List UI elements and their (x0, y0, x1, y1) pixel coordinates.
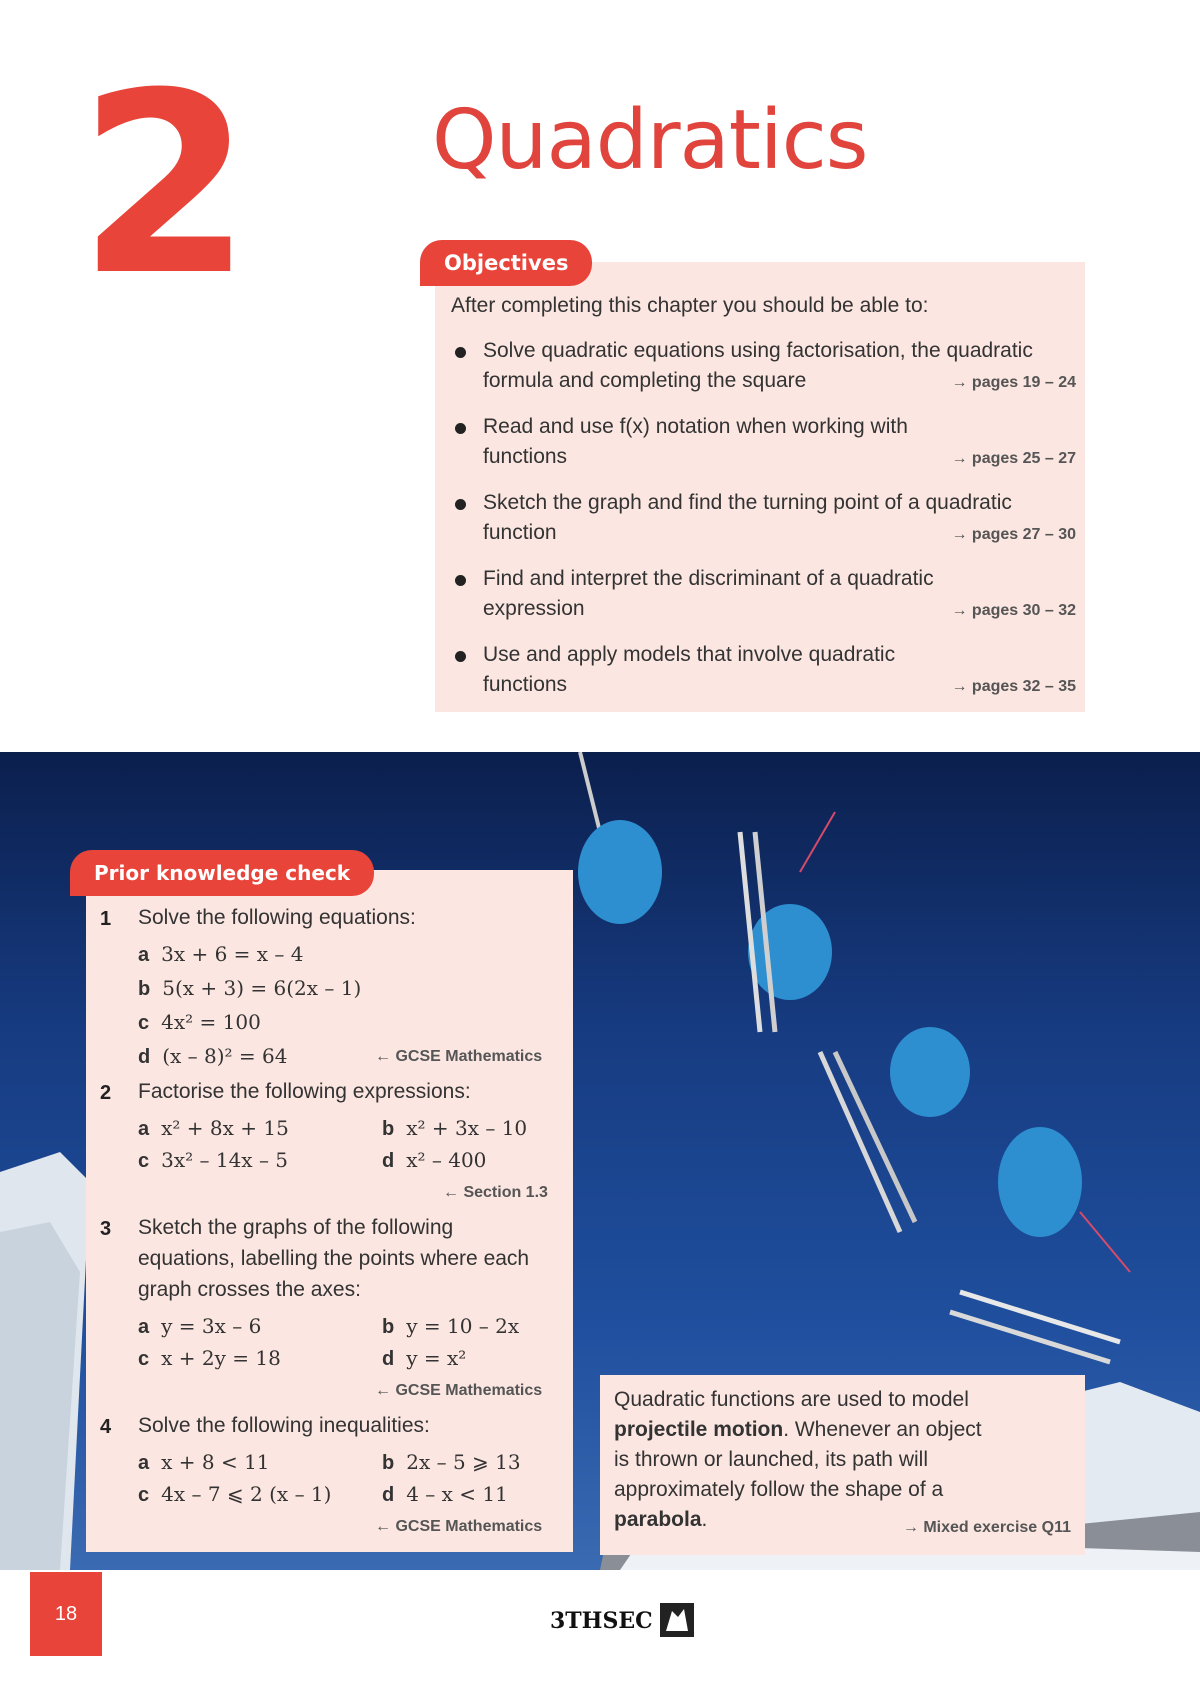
question-part (382, 1148, 486, 1173)
objective-text: Read and use f(x) notation when working with (483, 415, 908, 438)
brand-logo-icon (660, 1603, 694, 1637)
part-letter: a (138, 1118, 150, 1140)
question-part (382, 1482, 508, 1507)
objective-item (451, 564, 1076, 626)
objective-text: functions (483, 673, 568, 696)
question-part (138, 1482, 331, 1507)
exercise-reference: → Mixed exercise Q11 (902, 1519, 1071, 1536)
caption-line (614, 1415, 1071, 1445)
chapter-number: 2 (78, 39, 252, 330)
objective-item (451, 412, 1076, 474)
objective-text: expression (483, 597, 585, 620)
question-text (138, 1212, 529, 1305)
question-part (138, 1116, 289, 1141)
brand-logo-icon-graphic (660, 1603, 694, 1637)
footer-brand: 3THSEC (550, 1608, 653, 1634)
objective-item (451, 488, 1076, 550)
question-part (138, 1450, 270, 1475)
objective-text: function (483, 521, 557, 544)
page-reference: → pages 19 – 24 (951, 374, 1076, 391)
page-reference: → pages 32 – 35 (951, 678, 1076, 695)
section-reference: ← GCSE Mathematics (375, 1518, 543, 1535)
objective-text: formula and completing the square (483, 369, 807, 392)
caption-text: . (701, 1508, 708, 1531)
part-text: (x – 8)² = 64 (162, 1044, 288, 1068)
part-text: x² + 8x + 15 (161, 1116, 289, 1140)
question-text: Solve the following inequalities: (138, 1414, 430, 1437)
caption-keyword: projectile motion (614, 1418, 784, 1441)
part-text: y = 3x – 6 (161, 1314, 262, 1338)
objective-item (451, 336, 1076, 398)
caption-text: . Whenever an object (783, 1418, 982, 1441)
objectives-list (451, 336, 1076, 716)
question-number: 3 (100, 1218, 112, 1240)
part-text: y = x² (406, 1346, 467, 1370)
question-part (382, 1346, 466, 1371)
section-reference: ← Section 1.3 (443, 1184, 548, 1201)
part-letter: c (138, 1150, 150, 1172)
part-text: 4x – 7 ⩽ 2 (x – 1) (161, 1482, 332, 1506)
part-text: 3x + 6 = x – 4 (161, 942, 304, 966)
question-part (138, 1010, 261, 1035)
part-text: x + 8 < 11 (161, 1450, 270, 1474)
question-part (382, 1116, 527, 1141)
question-line: Sketch the graphs of the following (138, 1216, 454, 1239)
page-reference: → pages 25 – 27 (951, 450, 1076, 467)
caption-line: Quadratic functions are used to model (614, 1388, 969, 1411)
section-reference: ← GCSE Mathematics (375, 1382, 543, 1399)
part-letter: a (138, 1316, 150, 1338)
part-letter: b (382, 1118, 395, 1140)
question-text: Factorise the following expressions: (138, 1080, 471, 1103)
part-text: x + 2y = 18 (161, 1346, 281, 1370)
part-text: x² – 400 (406, 1148, 487, 1172)
objective-text: Use and apply models that involve quadratic (483, 643, 896, 666)
part-letter: d (138, 1046, 151, 1068)
objectives-intro: After completing this chapter you should be able to: (451, 294, 929, 317)
part-letter: a (138, 1452, 150, 1474)
part-letter: a (138, 944, 150, 966)
part-text: x² + 3x – 10 (406, 1116, 528, 1140)
objectives-tab: Objectives (420, 240, 592, 286)
part-letter: b (382, 1316, 395, 1338)
caption-line: is thrown or launched, its path will (614, 1448, 928, 1471)
part-letter: b (138, 978, 151, 1000)
objective-text: Solve quadratic equations using factorisation, the quadratic (483, 339, 1033, 362)
section-reference: ← GCSE Mathematics (375, 1048, 543, 1065)
part-text: 3x² – 14x – 5 (161, 1148, 289, 1172)
question-part (138, 1148, 288, 1173)
objective-text: Sketch the graph and find the turning point of a quadratic (483, 491, 1012, 514)
chapter-title: Quadratics (432, 93, 868, 188)
objective-item (451, 640, 1076, 702)
question-line: graph crosses the axes: (138, 1278, 361, 1301)
part-text: 5(x + 3) = 6(2x – 1) (162, 976, 362, 1000)
objective-text: functions (483, 445, 568, 468)
question-number: 2 (100, 1082, 112, 1104)
caption-keyword: parabola (614, 1508, 702, 1531)
page-number: 18 (30, 1572, 102, 1656)
page-reference: → pages 27 – 30 (951, 526, 1076, 543)
question-number: 1 (100, 908, 112, 930)
part-letter: d (382, 1484, 395, 1506)
question-part (138, 1314, 261, 1339)
question-text: Solve the following equations: (138, 906, 416, 929)
part-text: y = 10 – 2x (406, 1314, 520, 1338)
part-text: 4 – x < 11 (406, 1482, 508, 1506)
objective-text: Find and interpret the discriminant of a quadratic (483, 567, 934, 590)
prior-knowledge-tab: Prior knowledge check (70, 850, 374, 896)
part-text: 2x – 5 ⩾ 13 (406, 1450, 521, 1474)
question-part (382, 1314, 519, 1339)
question-part (138, 1346, 281, 1371)
question-number: 4 (100, 1416, 112, 1438)
photo-caption (600, 1375, 1085, 1555)
part-letter: c (138, 1012, 150, 1034)
question-part (138, 1044, 287, 1069)
part-letter: b (382, 1452, 395, 1474)
caption-line: approximately follow the shape of a (614, 1478, 944, 1501)
part-text: 4x² = 100 (161, 1010, 261, 1034)
part-letter: d (382, 1348, 395, 1370)
question-part (382, 1450, 521, 1475)
part-letter: d (382, 1150, 395, 1172)
part-letter: c (138, 1484, 150, 1506)
question-part (138, 976, 361, 1001)
question-line: equations, labelling the points where each (138, 1247, 530, 1270)
question-part (138, 942, 304, 967)
page-reference: → pages 30 – 32 (951, 602, 1076, 619)
part-letter: c (138, 1348, 150, 1370)
